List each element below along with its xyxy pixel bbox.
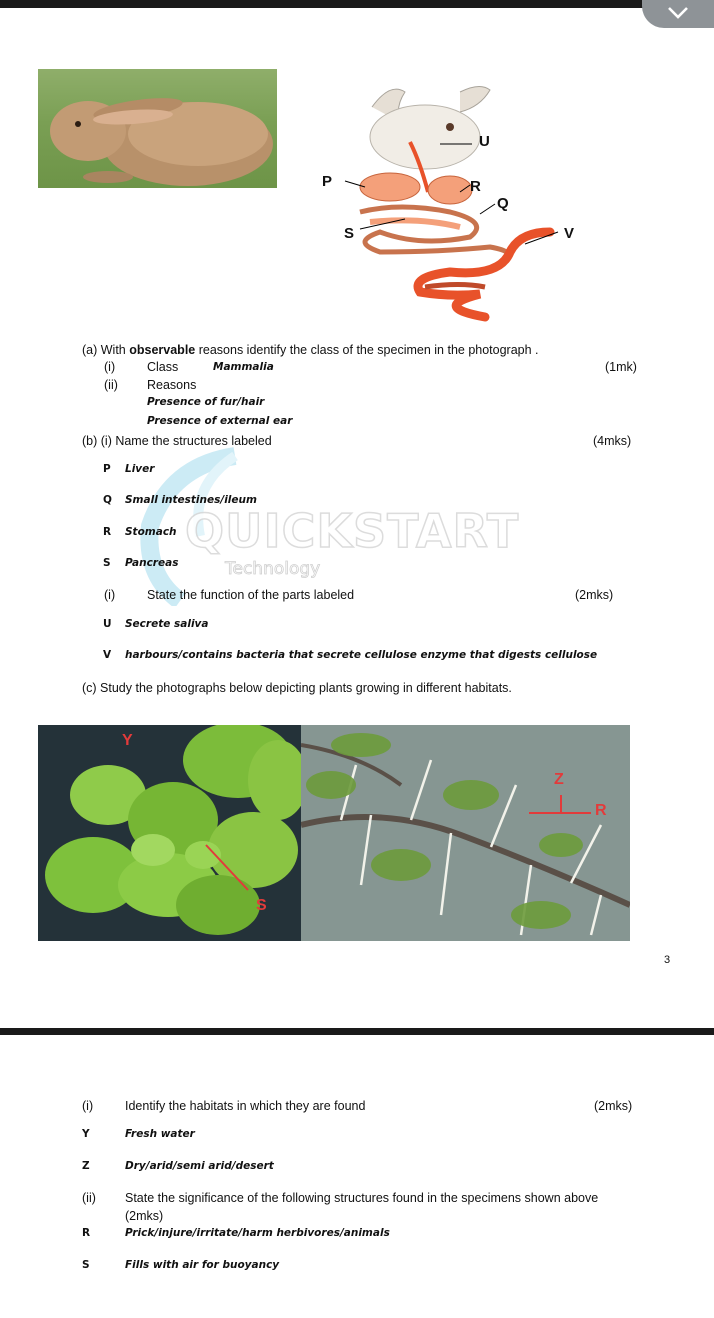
b-function-text: harbours/contains bacteria that secrete cellulose enzyme that digests cellulose <box>125 649 598 661</box>
diagram-label-r: R <box>470 178 481 195</box>
digestive-system-diagram <box>310 82 600 328</box>
p2-ii-number: (ii) <box>82 1191 96 1205</box>
b-answer-letter: R <box>103 526 112 538</box>
diagram-label-s: S <box>344 225 355 242</box>
b-ii-number: (i) <box>104 588 116 602</box>
p2-i-number: (i) <box>82 1099 94 1113</box>
significance-text: Fills with air for buoyancy <box>125 1259 280 1271</box>
question-c: (c) Study the photographs below depicting plants growing in different habitats. <box>82 681 512 695</box>
chevron-down-icon <box>666 4 690 22</box>
a-i-label: Class <box>147 360 179 374</box>
habitat-text: Fresh water <box>125 1128 195 1140</box>
photo-label-r: R <box>595 802 607 819</box>
habitat-letter: Z <box>82 1160 90 1172</box>
habitat-letter: Y <box>82 1128 90 1140</box>
diagram-label-q: Q <box>497 195 509 212</box>
top-bar <box>0 0 714 8</box>
watermark-brand: QUICKSTART <box>185 504 520 558</box>
b-answer-letter: S <box>103 557 111 569</box>
page-number: 3 <box>664 954 671 966</box>
b-ii-question: State the function of the parts labeled <box>147 588 355 602</box>
a-i-marks: (1mk) <box>605 360 637 374</box>
a-reason-2: Presence of external ear <box>147 415 293 427</box>
a-reason-1: Presence of fur/hair <box>147 396 265 408</box>
a-i-number: (i) <box>104 360 116 374</box>
p2-ii-marks: (2mks) <box>125 1209 164 1223</box>
significance-letter: S <box>82 1259 90 1271</box>
b-function-text: Secrete saliva <box>125 618 209 630</box>
thorny-plant-photo <box>301 725 630 941</box>
question-a <box>82 343 539 357</box>
a-i-answer: Mammalia <box>213 361 274 373</box>
a-ii-number: (ii) <box>104 378 118 392</box>
significance-letter: R <box>82 1227 91 1239</box>
p2-ii-question: State the significance of the following structures found in the specimens shown above <box>125 1191 599 1205</box>
b-answer-text: Pancreas <box>125 557 179 569</box>
question-b: (b) (i) Name the structures labeled <box>82 434 272 448</box>
diagram-label-p: P <box>322 173 333 190</box>
watermark <box>140 446 560 606</box>
b-answer-letter: Q <box>103 494 112 506</box>
b-answer-text: Stomach <box>125 526 177 538</box>
b-answer-text: Small intestines/ileum <box>125 494 257 506</box>
photo-label-z: Z <box>554 771 564 788</box>
b-answer-text: Liver <box>125 463 155 475</box>
question-a-bold: observable <box>129 343 196 357</box>
habitat-text: Dry/arid/semi arid/desert <box>125 1160 274 1172</box>
b-function-letter: V <box>103 649 112 661</box>
p2-i-marks: (2mks) <box>594 1099 633 1113</box>
photo-label-y: Y <box>122 732 133 749</box>
question-a-suffix: reasons identify the class of the specimen in the photograph . <box>195 343 539 357</box>
watermark-sub: Technology <box>225 559 321 579</box>
photo-label-s: S <box>256 897 267 914</box>
water-plant-photo <box>38 725 301 941</box>
significance-text: Prick/injure/irritate/harm herbivores/animals <box>125 1227 390 1239</box>
rabbit-photo <box>38 69 277 188</box>
diagram-label-u: U <box>479 133 490 150</box>
b-function-letter: U <box>103 618 112 630</box>
page-break <box>0 1028 714 1035</box>
collapse-button[interactable] <box>642 0 714 28</box>
question-a-prefix: (a) With <box>82 343 130 357</box>
a-ii-label: Reasons <box>147 378 197 392</box>
b-answer-letter: P <box>103 463 111 475</box>
b-marks: (4mks) <box>593 434 632 448</box>
b-ii-marks: (2mks) <box>575 588 614 602</box>
diagram-label-v: V <box>564 225 575 242</box>
p2-i-question: Identify the habitats in which they are found <box>125 1099 366 1113</box>
